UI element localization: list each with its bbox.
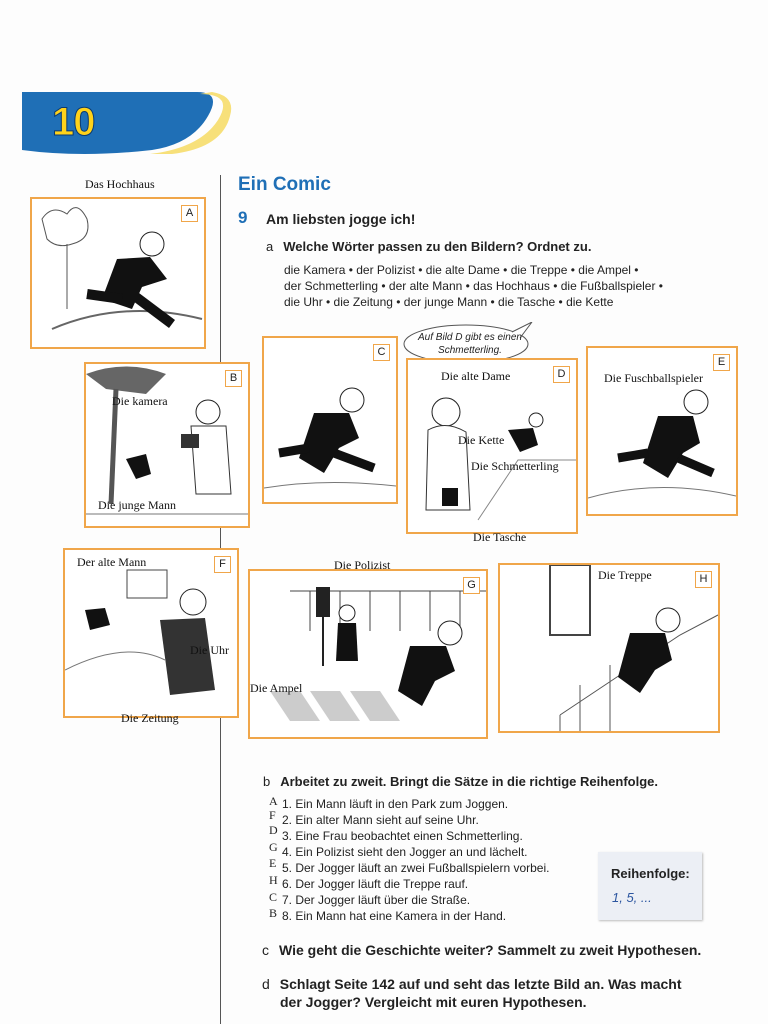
sentence-item: 7. Der Jogger läuft über die Straße. [282, 893, 471, 907]
answer-letter: F [269, 808, 276, 822]
panel-letter: A [181, 205, 198, 222]
part-c-letter: c [262, 942, 269, 958]
answer-letter: C [269, 890, 278, 904]
part-d-text: Schlagt Seite 142 auf und seht das letzte Bild an. Was macht [279, 976, 682, 992]
part-d-letter: d [262, 976, 270, 992]
part-a-heading [266, 238, 591, 256]
comic-panel-h [498, 563, 720, 733]
answer-letter: G [269, 840, 278, 854]
part-b-instruction: Arbeitet zu zweit. Bringt die Sätze in die richtige Reihenfolge. [280, 774, 659, 789]
label-kette: Die Kette [458, 433, 505, 447]
answer-letter: B [269, 906, 278, 920]
section-title: Ein Comic [238, 174, 331, 195]
label-hochhaus: Das Hochhaus [85, 177, 155, 191]
comic-panel-f [63, 548, 239, 718]
part-c-text: Wie geht die Geschichte weiter? Sammelt zu zweit Hypothesen. [279, 942, 702, 958]
sentence-item: 1. Ein Mann läuft in den Park zum Joggen. [282, 797, 509, 811]
jogger-illustration [32, 199, 204, 347]
sentence-item: 5. Der Jogger läuft an zwei Fußballspielern vorbei. [282, 861, 550, 875]
panel-letter: E [713, 354, 730, 371]
sentence-item: 2. Ein alter Mann sieht auf seine Uhr. [282, 813, 479, 827]
panel-letter: G [463, 577, 480, 594]
word-list [284, 262, 724, 310]
answer-letter: E [269, 856, 277, 870]
unit-number: 10 [52, 100, 95, 144]
sentence-item: 8. Ein Mann hat eine Kamera in der Hand. [282, 909, 507, 923]
answer-letter: D [269, 823, 278, 837]
jogger-illustration [264, 338, 396, 502]
comic-panel-g [248, 569, 488, 739]
label-zeitung: Die Zeitung [121, 711, 179, 725]
label-schmetterling: Die Schmetterling [471, 459, 559, 473]
order-note-value: 1, 5, ... [612, 890, 652, 905]
label-treppe: Die Treppe [598, 568, 652, 582]
exercise-title: Am liebsten jogge ich! [266, 211, 416, 227]
label-kamera: Die kamera [112, 394, 168, 408]
exercise-number: 9 [238, 208, 248, 227]
label-alte-dame: Die alte Dame [441, 369, 511, 383]
panel-letter: D [553, 366, 570, 383]
part-d-line2: der Jogger? Vergleicht mit euren Hypothesen. [280, 994, 587, 1010]
part-c [262, 942, 701, 958]
word-list-line: die Kamera • der Polizist • die alte Dame • die Treppe • die Ampel • [284, 263, 639, 277]
answer-letter: H [269, 873, 278, 887]
street-crossing-illustration [250, 571, 486, 737]
speech-bubble-text: Auf Bild D gibt es einen Schmetterling. [418, 332, 522, 356]
label-alte-mann: Der alte Mann [77, 555, 147, 569]
stairs-illustration [500, 565, 718, 731]
panel-letter: C [373, 344, 390, 361]
panel-letter: B [225, 370, 242, 387]
panel-letter: F [214, 556, 231, 573]
label-uhr: Die Uhr [190, 643, 229, 657]
part-b-letter: b [263, 774, 271, 789]
label-junge-mann: Die junge Mann [98, 498, 176, 512]
part-a-instruction: Welche Wörter passen zu den Bildern? Ordnet zu. [283, 239, 592, 254]
old-man-illustration [65, 550, 237, 716]
part-d-line1 [262, 976, 682, 992]
word-list-line: die Uhr • die Zeitung • der junge Mann • die Tasche • die Kette [284, 295, 614, 309]
part-a-letter: a [266, 239, 274, 254]
label-ampel: Die Ampel [250, 681, 303, 695]
sentence-item: 3. Eine Frau beobachtet einen Schmetterling. [282, 829, 523, 843]
answer-letter: A [269, 794, 278, 808]
comic-panel-a [30, 197, 206, 349]
comic-panel-c [262, 336, 398, 504]
label-polizist: Die Polizist [334, 558, 391, 572]
label-tasche: Die Tasche [473, 530, 527, 544]
order-note-heading: Reihenfolge: [611, 866, 690, 881]
order-note-box [598, 852, 702, 920]
label-fussballspieler: Die Fuschballspieler [604, 371, 703, 385]
part-b-heading [263, 773, 658, 791]
word-list-line: der Schmetterling • der alte Mann • das Hochhaus • die Fußballspieler • [284, 279, 663, 293]
sentence-item: 6. Der Jogger läuft die Treppe rauf. [282, 877, 469, 891]
panel-letter: H [695, 571, 712, 588]
sentence-item: 4. Ein Polizist sieht den Jogger an und lächelt. [282, 845, 528, 859]
